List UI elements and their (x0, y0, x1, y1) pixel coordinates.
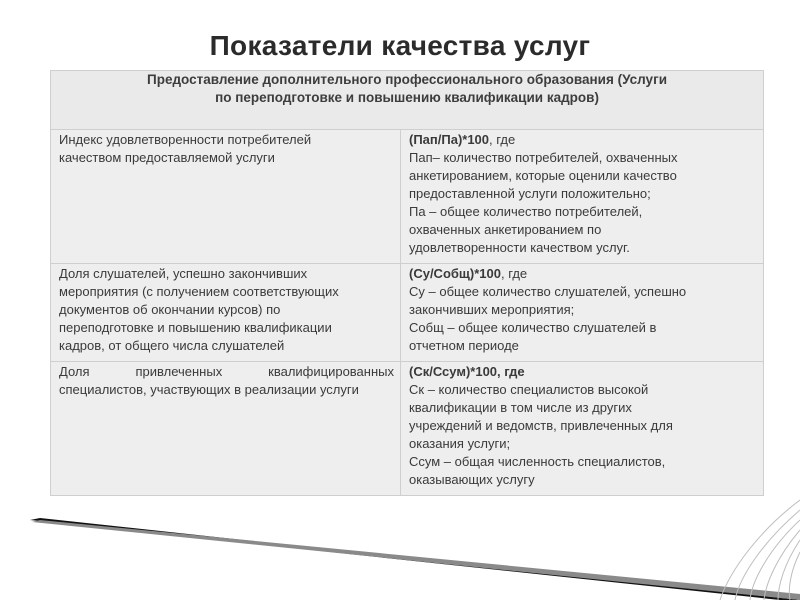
table-row (51, 264, 764, 362)
formula-desc-line: квалификации в том числе из других (409, 400, 632, 415)
formula-desc-line: анкетированием, которые оценили качество (409, 168, 677, 183)
indicator-text-line: мероприятия (с получением соответствующих (59, 284, 339, 299)
decorative-thin-lines (720, 500, 800, 600)
formula-desc-line: удовлетворенности качеством услуг. (409, 240, 630, 255)
formula-line: (Ск/Ссум)*100, где (409, 364, 525, 379)
formula-line (409, 265, 757, 283)
formula-desc-line: закончивших мероприятия; (409, 302, 575, 317)
header-text-line: Предоставление дополнительного профессионального образования (Услуги (147, 72, 667, 87)
formula-desc-line: охваченных анкетированием по (409, 222, 602, 237)
decorative-gray-wedge (32, 520, 800, 600)
formula-line (409, 131, 757, 149)
header-text-line: по переподготовке и повышению квалификации кадров) (215, 90, 599, 105)
formula-desc-line: Су – общее количество слушателей, успешно (409, 284, 687, 299)
formula-cell (401, 362, 764, 496)
formula-desc-line: предоставленной услуги положительно; (409, 186, 651, 201)
formula-desc-line: Па – общее количество потребителей, (409, 204, 643, 219)
indicator-text-line: переподготовке и повышению квалификации (59, 320, 332, 335)
indicator-text-line: документов об окончании курсов) по (59, 302, 281, 317)
formula-desc-line: Ссум – общая численность специалистов, (409, 454, 666, 469)
formula-cell (401, 264, 764, 362)
formula-desc-line: Ск – количество специалистов высокой (409, 382, 649, 397)
indicator-text-line: Индекс удовлетворенности потребителей (59, 132, 312, 147)
formula-desc-line: оказания услуги; (409, 436, 511, 451)
indicator-cell (51, 130, 401, 264)
formula-desc-line: Пап– количество потребителей, охваченных (409, 150, 678, 165)
indicator-cell (51, 264, 401, 362)
formula-suffix: , где (500, 266, 528, 281)
table-row (51, 362, 764, 496)
indicator-cell: Доля привлеченных квалифицированных специалистов, участвующих в реализации услуги (51, 362, 401, 496)
formula-desc-line: оказывающих услугу (409, 472, 535, 487)
slide-title: Показатели качества услуг (209, 30, 591, 61)
indicator-text-line: качеством предоставляемой услуги (59, 150, 275, 165)
indicator-text-line: Доля слушателей, успешно закончивших (59, 266, 308, 281)
table-row (51, 130, 764, 264)
formula-cell (401, 130, 764, 264)
formula-desc-line: отчетном периоде (409, 338, 519, 353)
table-header-cell (51, 71, 764, 130)
quality-indicators-table (50, 70, 764, 496)
formula-suffix: , где (489, 132, 516, 147)
formula-desc-line: учреждений и ведомств, привлеченных для (409, 418, 673, 433)
indicator-text-line: кадров, от общего числа слушателей (59, 338, 285, 353)
formula-desc-line: Собщ – общее количество слушателей в (409, 320, 657, 335)
formula: (Пап/Па)*100 (409, 132, 490, 147)
formula: (Су/Собщ)*100 (409, 266, 501, 281)
table-header-row (51, 71, 764, 130)
